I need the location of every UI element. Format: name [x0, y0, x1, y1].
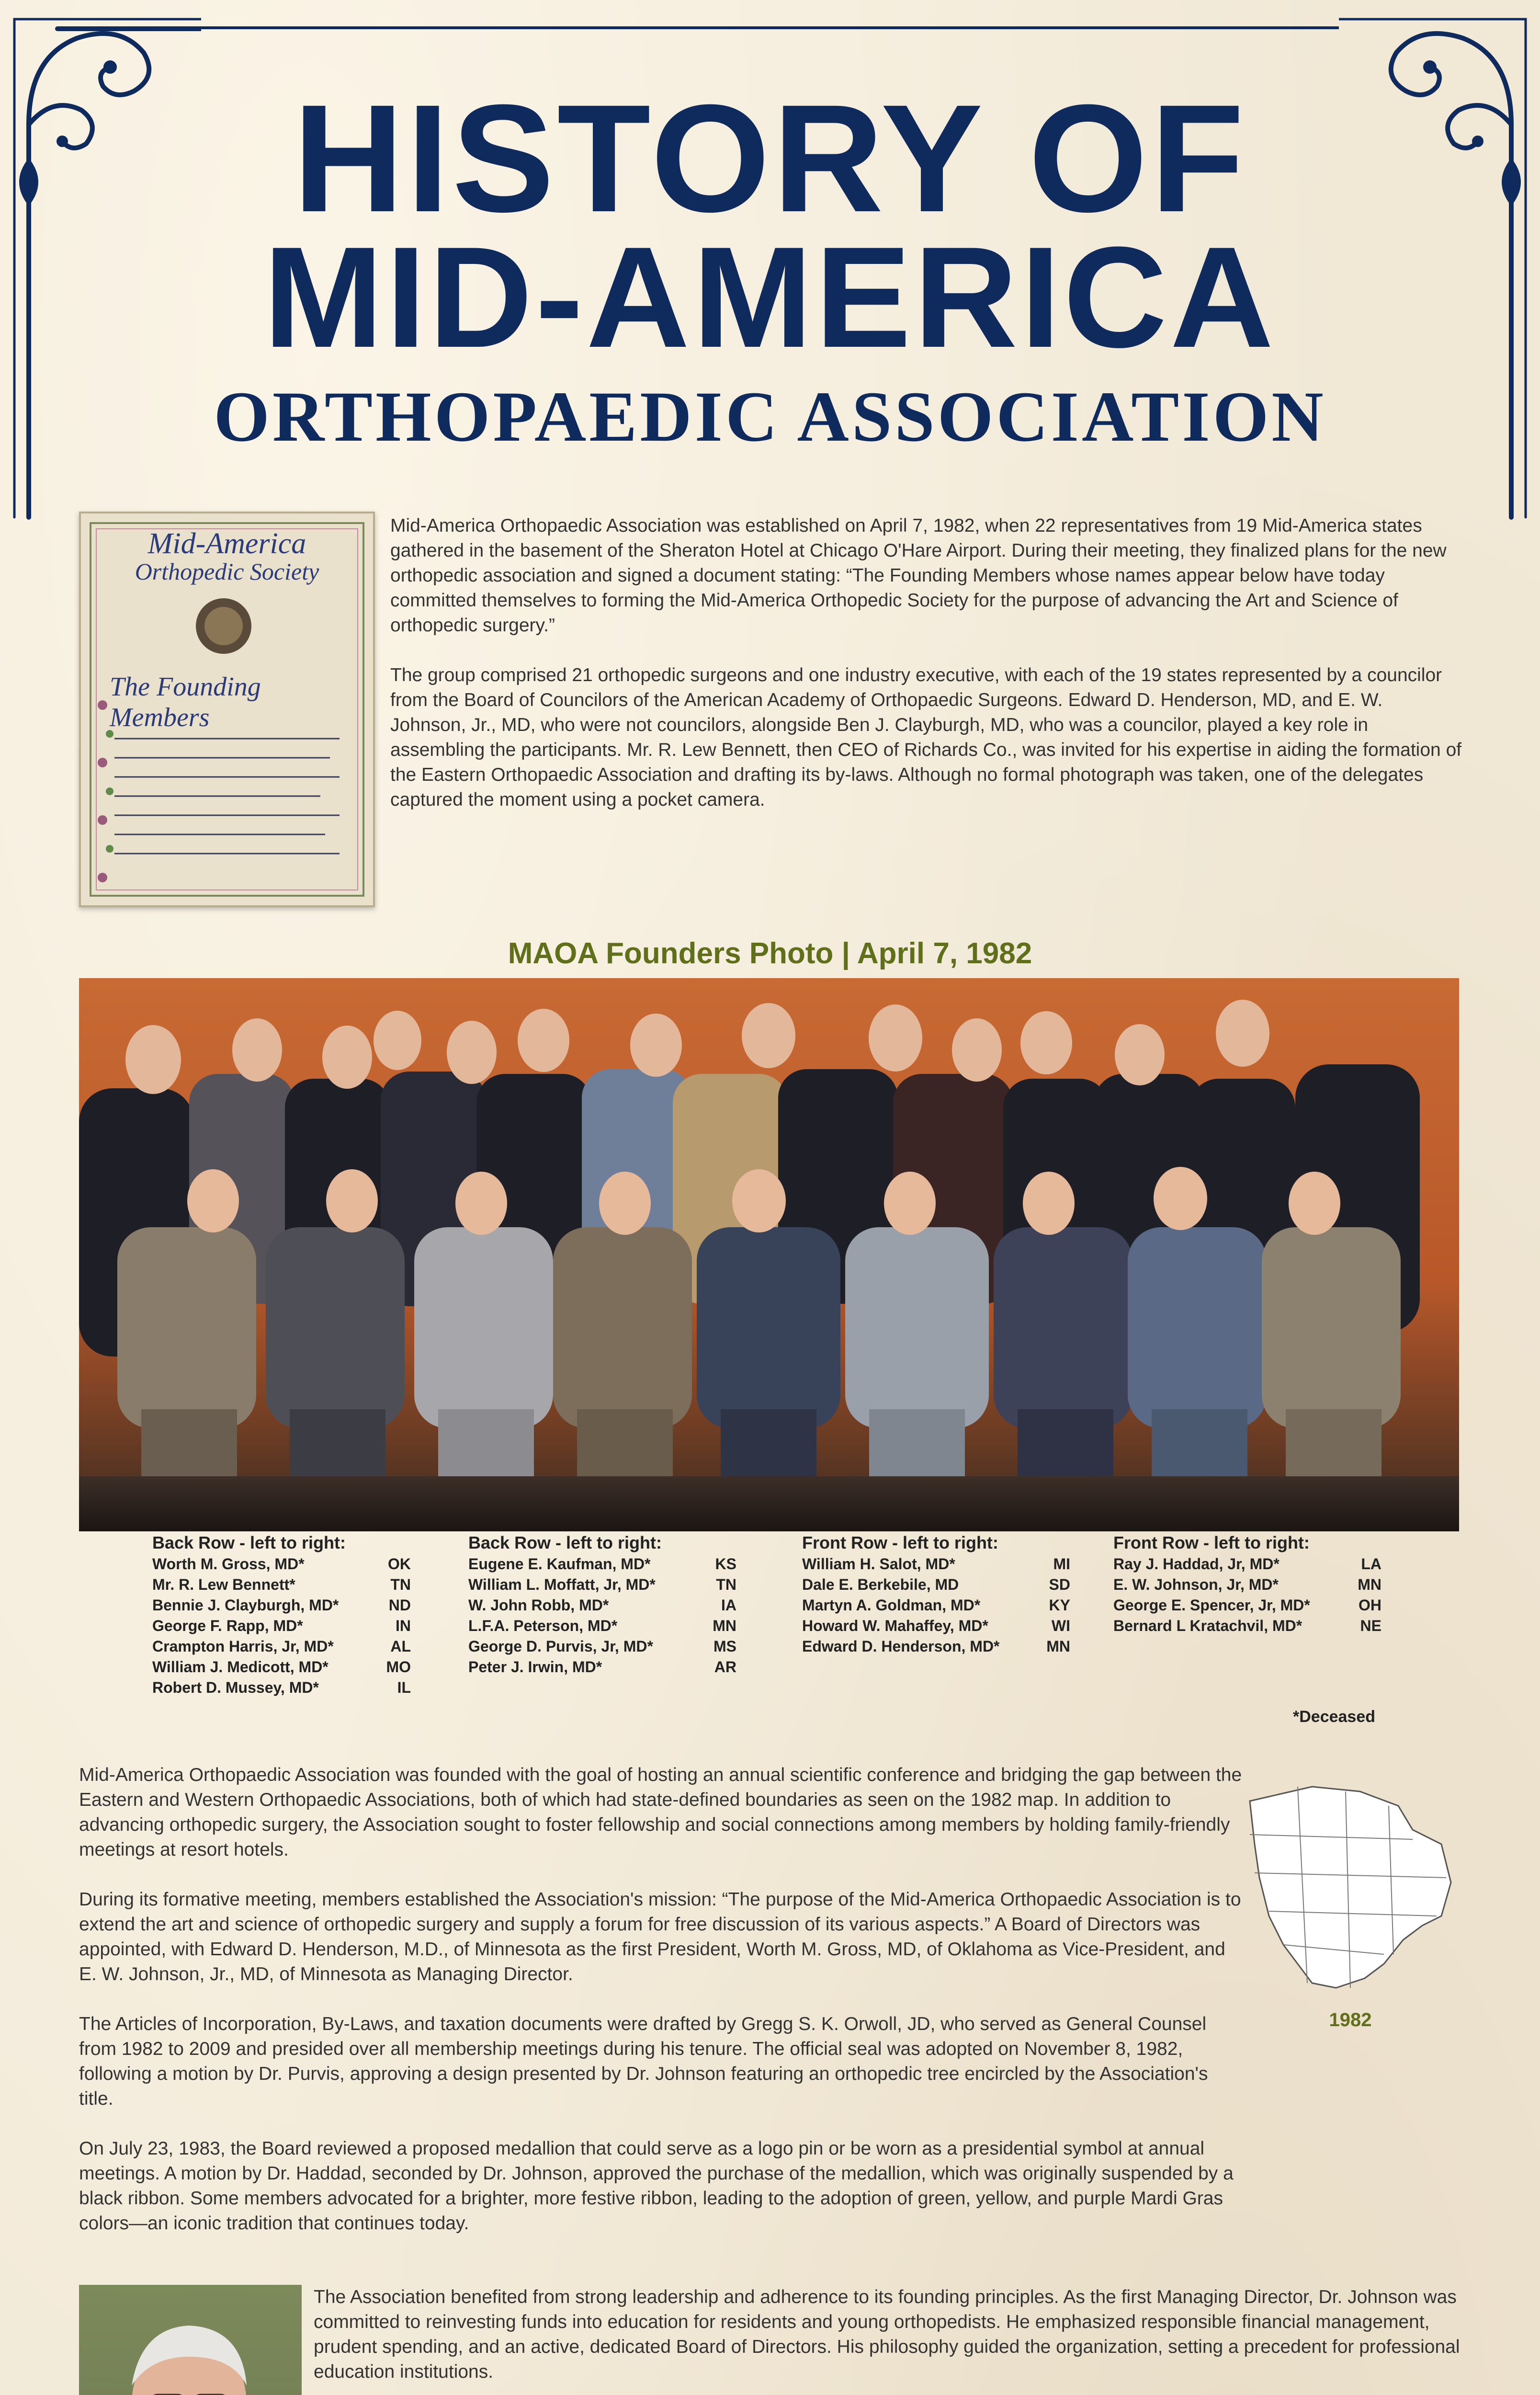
- list-item: L.F.A. Peterson, MD* MN: [468, 1617, 736, 1634]
- list-item: Martyn A. Goldman, MD* KY: [802, 1597, 1070, 1614]
- list-item: George F. Rapp, MD* IN: [152, 1617, 411, 1634]
- founders-column-3: [802, 1533, 1070, 1657]
- list-item: Bernard L Kratachvil, MD* NE: [1113, 1617, 1381, 1634]
- list-item: George E. Spencer, Jr, MD* OH: [1113, 1597, 1381, 1614]
- list-item: E. W. Johnson, Jr, MD* MN: [1113, 1576, 1381, 1593]
- list-item: Crampton Harris, Jr, MD* AL: [152, 1638, 411, 1655]
- intro-paragraph-1: Mid-America Orthopaedic Association was established on April 7, 1982, when 22 representatives from 19 Mid-America states gathered in the basement of the Sheraton Hotel at Chicago O'Hare Airport. During their meeting, they finalized plans for the new orthopedic association and signed a document stating: “The Founding Members whose names appear below have today committed themselves to forming the Mid-America Orthopedic Society for the purpose of advancing the Art and Science of orthopedic surgery.”: [390, 515, 1447, 636]
- founding-members-certificate: [79, 512, 375, 907]
- list-item: Bennie J. Clayburgh, MD* ND: [152, 1597, 411, 1614]
- list-item: Edward D. Henderson, MD* MN: [802, 1638, 1070, 1655]
- list-item: George D. Purvis, Jr, MD* MS: [468, 1638, 736, 1655]
- top-border-line: [201, 26, 1339, 29]
- founders-group-photo: [79, 978, 1459, 1531]
- history-text: [79, 1763, 1243, 2261]
- founders-column-4: [1113, 1533, 1381, 1636]
- certificate-heading-2: Orthopedic Society: [135, 558, 319, 585]
- history-paragraph-1: Mid-America Orthopaedic Association was founded with the goal of hosting an annual scientific conference and bridging the gap between the Eastern and Western Orthopaedic Associations, both of which had state-defined boundaries as seen on the 1982 map. In addition to advancing orthopedic surgery, the Association sought to foster fellowship and social connections among members by holding family-friendly meetings at resort hotels.: [79, 1765, 1242, 1860]
- certificate-subheading: The Founding Members: [110, 672, 261, 732]
- list-item: Howard W. Mahaffey, MD* WI: [802, 1617, 1070, 1634]
- list-item: Ray J. Haddad, Jr, MD* LA: [1113, 1555, 1381, 1573]
- history-paragraph-4: On July 23, 1983, the Board reviewed a proposed medallion that could serve as a logo pin or be worn as a presidential symbol at annual meetings. A motion by Dr. Haddad, seconded by Dr. Johnson, approved the purchase of the medallion, which was originally suspended by a black ribbon. Some members advocated for a brighter, more festive ribbon, leading to the adoption of green, yellow, and purple Mardi Gras colors—an iconic tradition that continues today.: [79, 2138, 1234, 2234]
- deceased-note: *Deceased: [1293, 1708, 1376, 1726]
- list-item: W. John Robb, MD* IA: [468, 1597, 736, 1614]
- map-1982-caption: 1982: [1329, 2009, 1372, 2030]
- column-heading: Front Row - left to right:: [1113, 1533, 1310, 1552]
- column-heading: Back Row - left to right:: [152, 1533, 346, 1552]
- column-heading: Back Row - left to right:: [468, 1533, 662, 1552]
- list-item: Peter J. Irwin, MD* AR: [468, 1658, 736, 1676]
- list-item: Robert D. Mussey, MD* IL: [152, 1679, 411, 1696]
- founders-column-2: [468, 1533, 736, 1677]
- page-subtitle: ORTHOPAEDIC ASSOCIATION: [214, 377, 1326, 456]
- page-title-line-2: MID-AMERICA: [263, 217, 1277, 377]
- history-paragraph-3: The Articles of Incorporation, By-Laws, and taxation documents were drafted by Gregg S. K. Orwoll, JD, who served as General Counsel from 1982 to 2009 and presided over all membership meetings during his tenure. The official seal was adopted on November 8, 1982, following a motion by Dr. Purvis, approving a design presented by Dr. Johnson featuring an orthopedic tree encircled by the Association's title.: [79, 2014, 1208, 2109]
- map-1982: [1240, 1772, 1461, 2007]
- johnson-portrait: [79, 2285, 302, 2395]
- list-item: William H. Salot, MD* MI: [802, 1555, 1070, 1573]
- intro-text: [390, 513, 1463, 837]
- history-paragraph-2: During its formative meeting, members established the Association's mission: “The purpose of the Mid-America Orthopaedic Association is to extend the art and science of orthopedic surgery and supply a forum for free discussion of its various aspects.” A Board of Directors was appointed, with Edward D. Henderson, M.D., of Minnesota as the first President, Worth M. Gross, MD, of Oklahoma as Vice-President, and E. W. Johnson, Jr., MD, of Minnesota as Managing Director.: [79, 1889, 1241, 1984]
- list-item: Worth M. Gross, MD* OK: [152, 1555, 411, 1573]
- list-item: Eugene E. Kaufman, MD* KS: [468, 1555, 736, 1573]
- johnson-paragraph-1: The Association benefited from strong leadership and adherence to its founding principles. As the first Managing Director, Dr. Johnson was committed to reinvesting funds into education for residents and young orthopedists. He emphasized responsible financial management, prudent spending, and an active, dedicated Board of Directors. His philosophy guided the organization, setting a precedent for professional education institutions.: [314, 2287, 1460, 2382]
- johnson-text: [314, 2285, 1461, 2395]
- column-heading: Front Row - left to right:: [802, 1533, 998, 1552]
- list-item: Dale E. Berkebile, MD SD: [802, 1576, 1070, 1593]
- page-title-line-1: HISTORY OF: [293, 72, 1247, 244]
- founders-column-1: [152, 1533, 411, 1698]
- list-item: William L. Moffatt, Jr, MD* TN: [468, 1576, 736, 1593]
- certificate-heading: Mid-America: [147, 527, 306, 560]
- list-item: Mr. R. Lew Bennett* TN: [152, 1576, 411, 1593]
- list-item: William J. Medicott, MD* MO: [152, 1658, 411, 1676]
- intro-paragraph-2: The group comprised 21 orthopedic surgeons and one industry executive, with each of the 19 states represented by a councilor from the Board of Councilors of the American Academy of Orthopaedic Surgeons. Edward D. Henderson, MD, and E. W. Johnson, Jr., MD, who were not councilors, alongside Ben J. Clayburgh, MD, who was a councilor, played a key role in assembling the participants. Mr. R. Lew Bennett, then CEO of Richards Co., was invited for his expertise in aiding the formation of the Eastern Orthopaedic Association and drafting its by-laws. Although no formal photograph was taken, one of the delegates captured the moment using a pocket camera.: [390, 665, 1462, 810]
- founders-photo-title: MAOA Founders Photo | April 7, 1982: [508, 937, 1032, 970]
